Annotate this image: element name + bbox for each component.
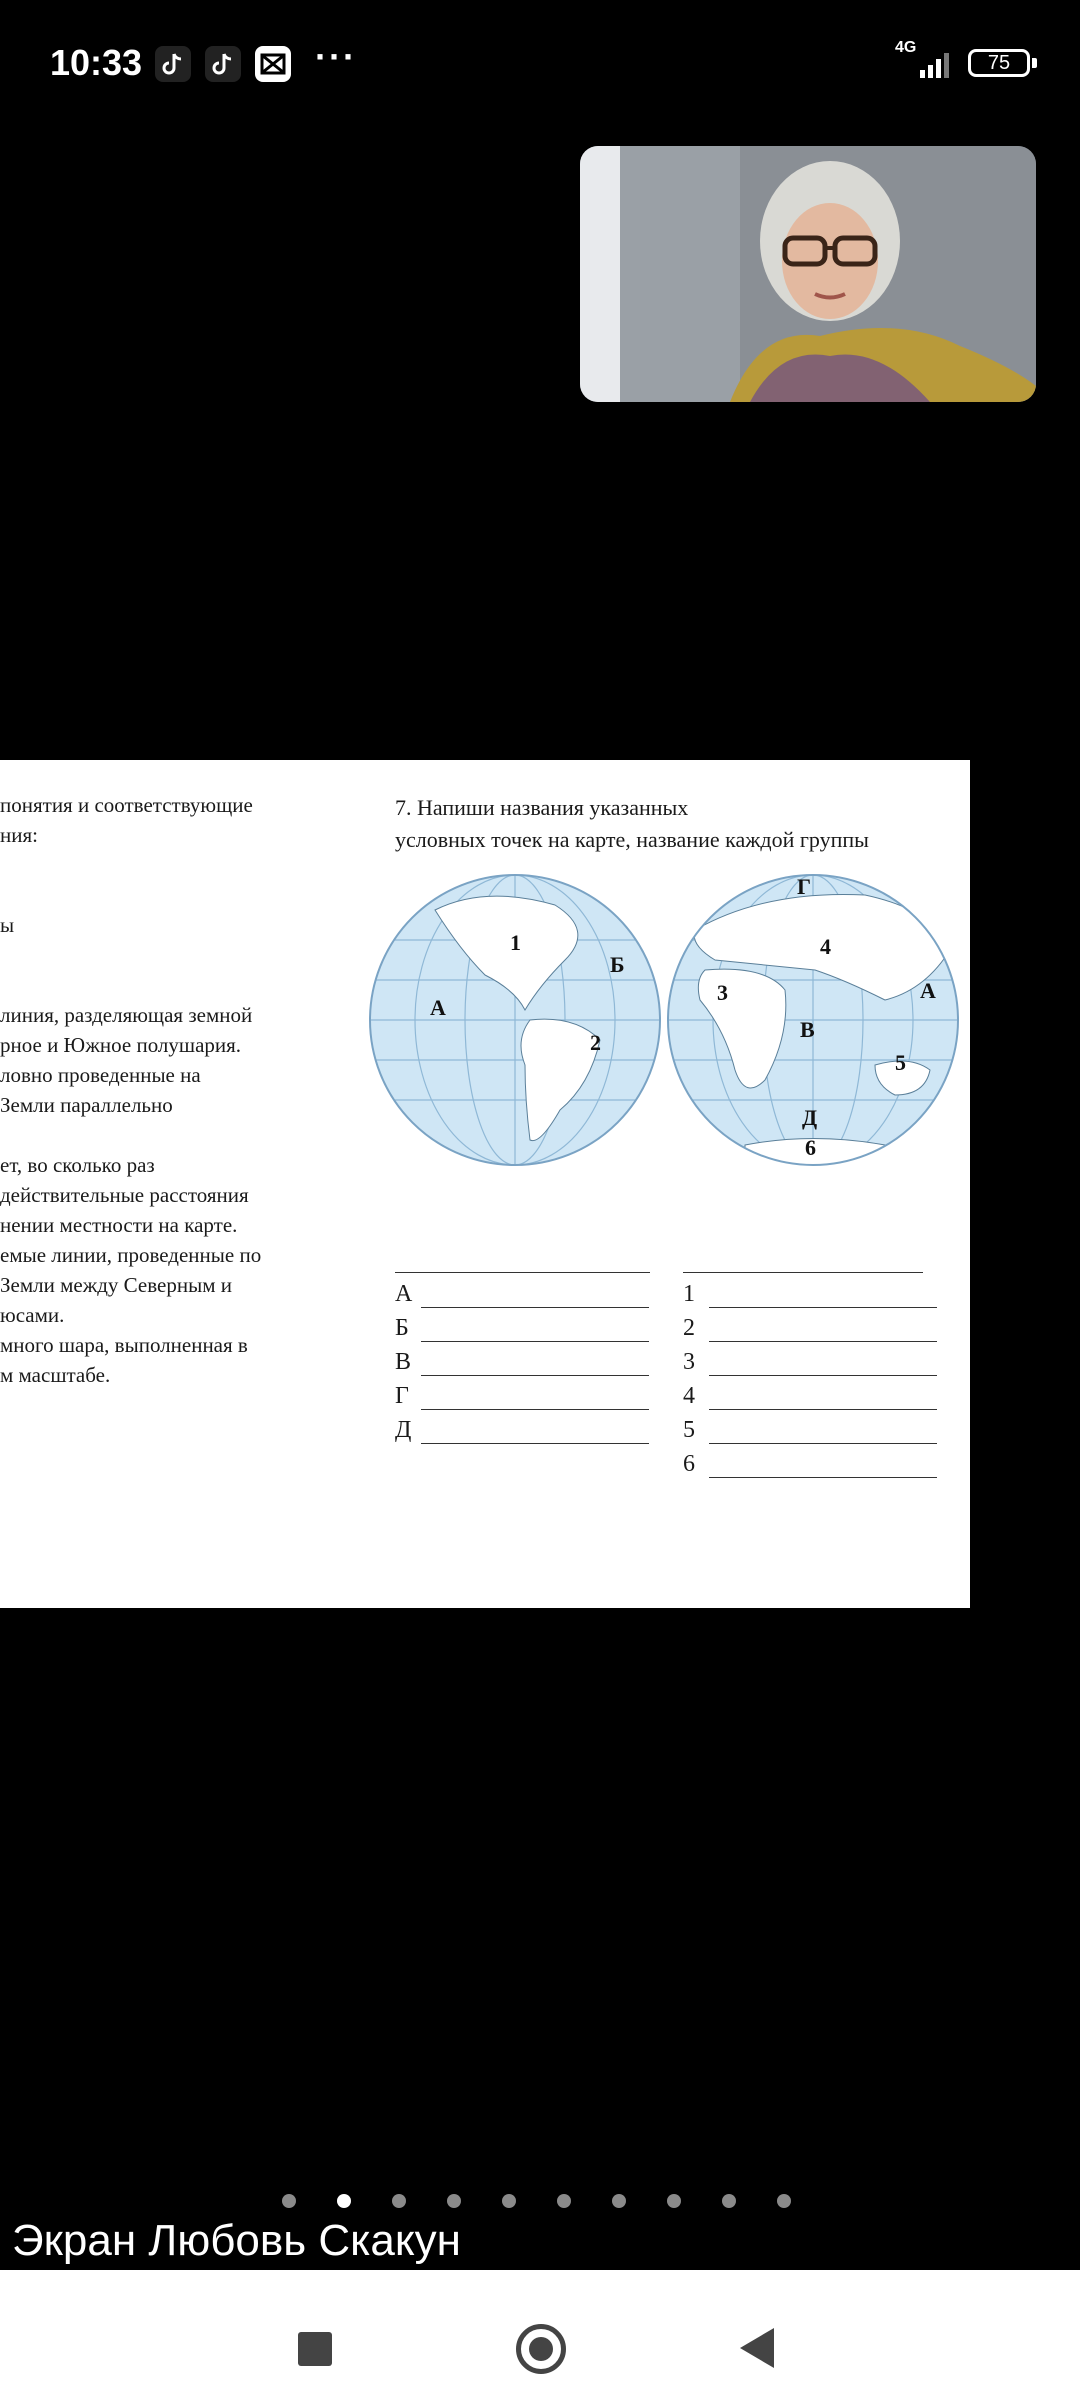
task-title [395,792,869,856]
definition-line: понятия и соответствующие [0,793,253,817]
answer-blank[interactable] [421,1281,649,1308]
page-indicator[interactable] [282,2190,802,2210]
answer-label: 6 [683,1451,695,1477]
answer-label: Г [395,1383,409,1409]
page-dot[interactable] [612,2194,626,2208]
answer-row [395,1274,649,1308]
definition-line: емые линии, проведенные по [0,1243,262,1267]
signal-icon [918,50,954,78]
shared-screen-document [0,760,970,1608]
answer-label: Б [395,1315,409,1341]
page-dot[interactable] [667,2194,681,2208]
page-dot[interactable] [447,2194,461,2208]
answer-blank[interactable] [421,1417,649,1444]
answer-label: 4 [683,1383,695,1409]
battery-icon: 75 [968,49,1030,77]
answer-row [395,1376,649,1410]
definition-line [0,970,380,1000]
answer-blank[interactable] [709,1451,937,1478]
answer-row [683,1410,937,1444]
answer-blank[interactable] [709,1383,937,1410]
page-dot[interactable] [557,2194,571,2208]
map-label: А [430,995,446,1020]
map-label: Д [802,1105,818,1130]
answer-blank[interactable] [709,1315,937,1342]
definition-line [0,880,380,910]
definition-line: Земли параллельно [0,1093,173,1117]
answer-label: 2 [683,1315,695,1341]
screen-share-label: Экран Любовь Скакун [12,2216,461,2265]
answer-label: Д [395,1417,412,1443]
clock: 10:33 [50,42,143,83]
definition-line: Земли между Северным и [0,1273,232,1297]
answer-blank[interactable] [709,1281,937,1308]
definition-line: рное и Южное полушария. [0,1033,242,1057]
map-label: В [800,1017,815,1042]
definition-line: юсами. [0,1303,65,1327]
answer-header-line-right [683,1272,923,1273]
network-type: 4G [895,39,917,56]
answer-row [683,1444,937,1478]
hemisphere-maps [365,870,965,1170]
answer-row [395,1410,649,1444]
map-label: Г [797,874,811,899]
answer-blank[interactable] [421,1383,649,1410]
answer-row [683,1342,937,1376]
tiktok-icon [205,46,241,82]
definition-line: действительные расстояния [0,1183,249,1207]
recents-button[interactable] [298,2332,332,2366]
definition-line: ы [0,913,15,937]
answer-letters-column [395,1274,649,1444]
page-dot[interactable] [282,2194,296,2208]
map-label: 1 [510,930,521,955]
definition-line: м масштабе. [0,1363,111,1387]
map-label: Б [610,952,625,977]
answer-row [395,1342,649,1376]
page-dot-active[interactable] [337,2194,351,2208]
map-label: 3 [717,980,728,1005]
task-title-line: условных точек на карте, название каждой группы [395,827,869,852]
definition-line [0,1120,380,1150]
page-dot[interactable] [722,2194,736,2208]
answer-label: 3 [683,1349,695,1375]
page-dot[interactable] [392,2194,406,2208]
answer-label: 1 [683,1281,695,1307]
answer-blank[interactable] [709,1417,937,1444]
tiktok-icon [155,46,191,82]
definition-line [0,940,380,970]
map-label: 5 [895,1050,906,1075]
battery-nub [1032,58,1037,68]
definition-line: ния: [0,823,38,847]
western-hemisphere [370,875,660,1165]
capcut-icon [255,46,291,82]
home-button[interactable] [516,2324,566,2374]
home-icon [529,2337,553,2361]
participant-video-frame [580,146,1036,402]
answer-row [683,1308,937,1342]
definition-line: много шара, выполненная в [0,1333,248,1357]
answer-row [683,1376,937,1410]
page-dot[interactable] [502,2194,516,2208]
map-label: 6 [805,1135,816,1160]
definitions-column [0,790,380,1390]
answer-numbers-column [683,1274,937,1478]
definition-line: нении местности на карте. [0,1213,238,1237]
answer-label: 5 [683,1417,695,1443]
task-title-line: 7. Напиши названия указанных [395,795,689,820]
back-button[interactable] [740,2328,774,2368]
map-label: 2 [590,1030,601,1055]
answer-header-line-left [395,1272,650,1273]
participant-video[interactable] [580,146,1036,402]
answer-blank[interactable] [709,1349,937,1376]
answer-label: А [395,1281,413,1307]
answer-blank[interactable] [421,1349,649,1376]
answer-row [683,1274,937,1308]
answer-row [395,1308,649,1342]
definition-line [0,850,380,880]
map-label: 4 [820,934,831,959]
definition-line: ловно проведенные на [0,1063,201,1087]
more-notifications-icon: ··· [315,36,357,77]
definition-line: линия, разделяющая земной [0,1003,253,1027]
definition-line: ет, во сколько раз [0,1153,155,1177]
answer-blank[interactable] [421,1315,649,1342]
system-nav-bar [0,2270,1080,2400]
answer-label: В [395,1349,412,1375]
page-dot[interactable] [777,2194,791,2208]
status-bar [0,0,1080,130]
map-label: А [920,978,936,1003]
